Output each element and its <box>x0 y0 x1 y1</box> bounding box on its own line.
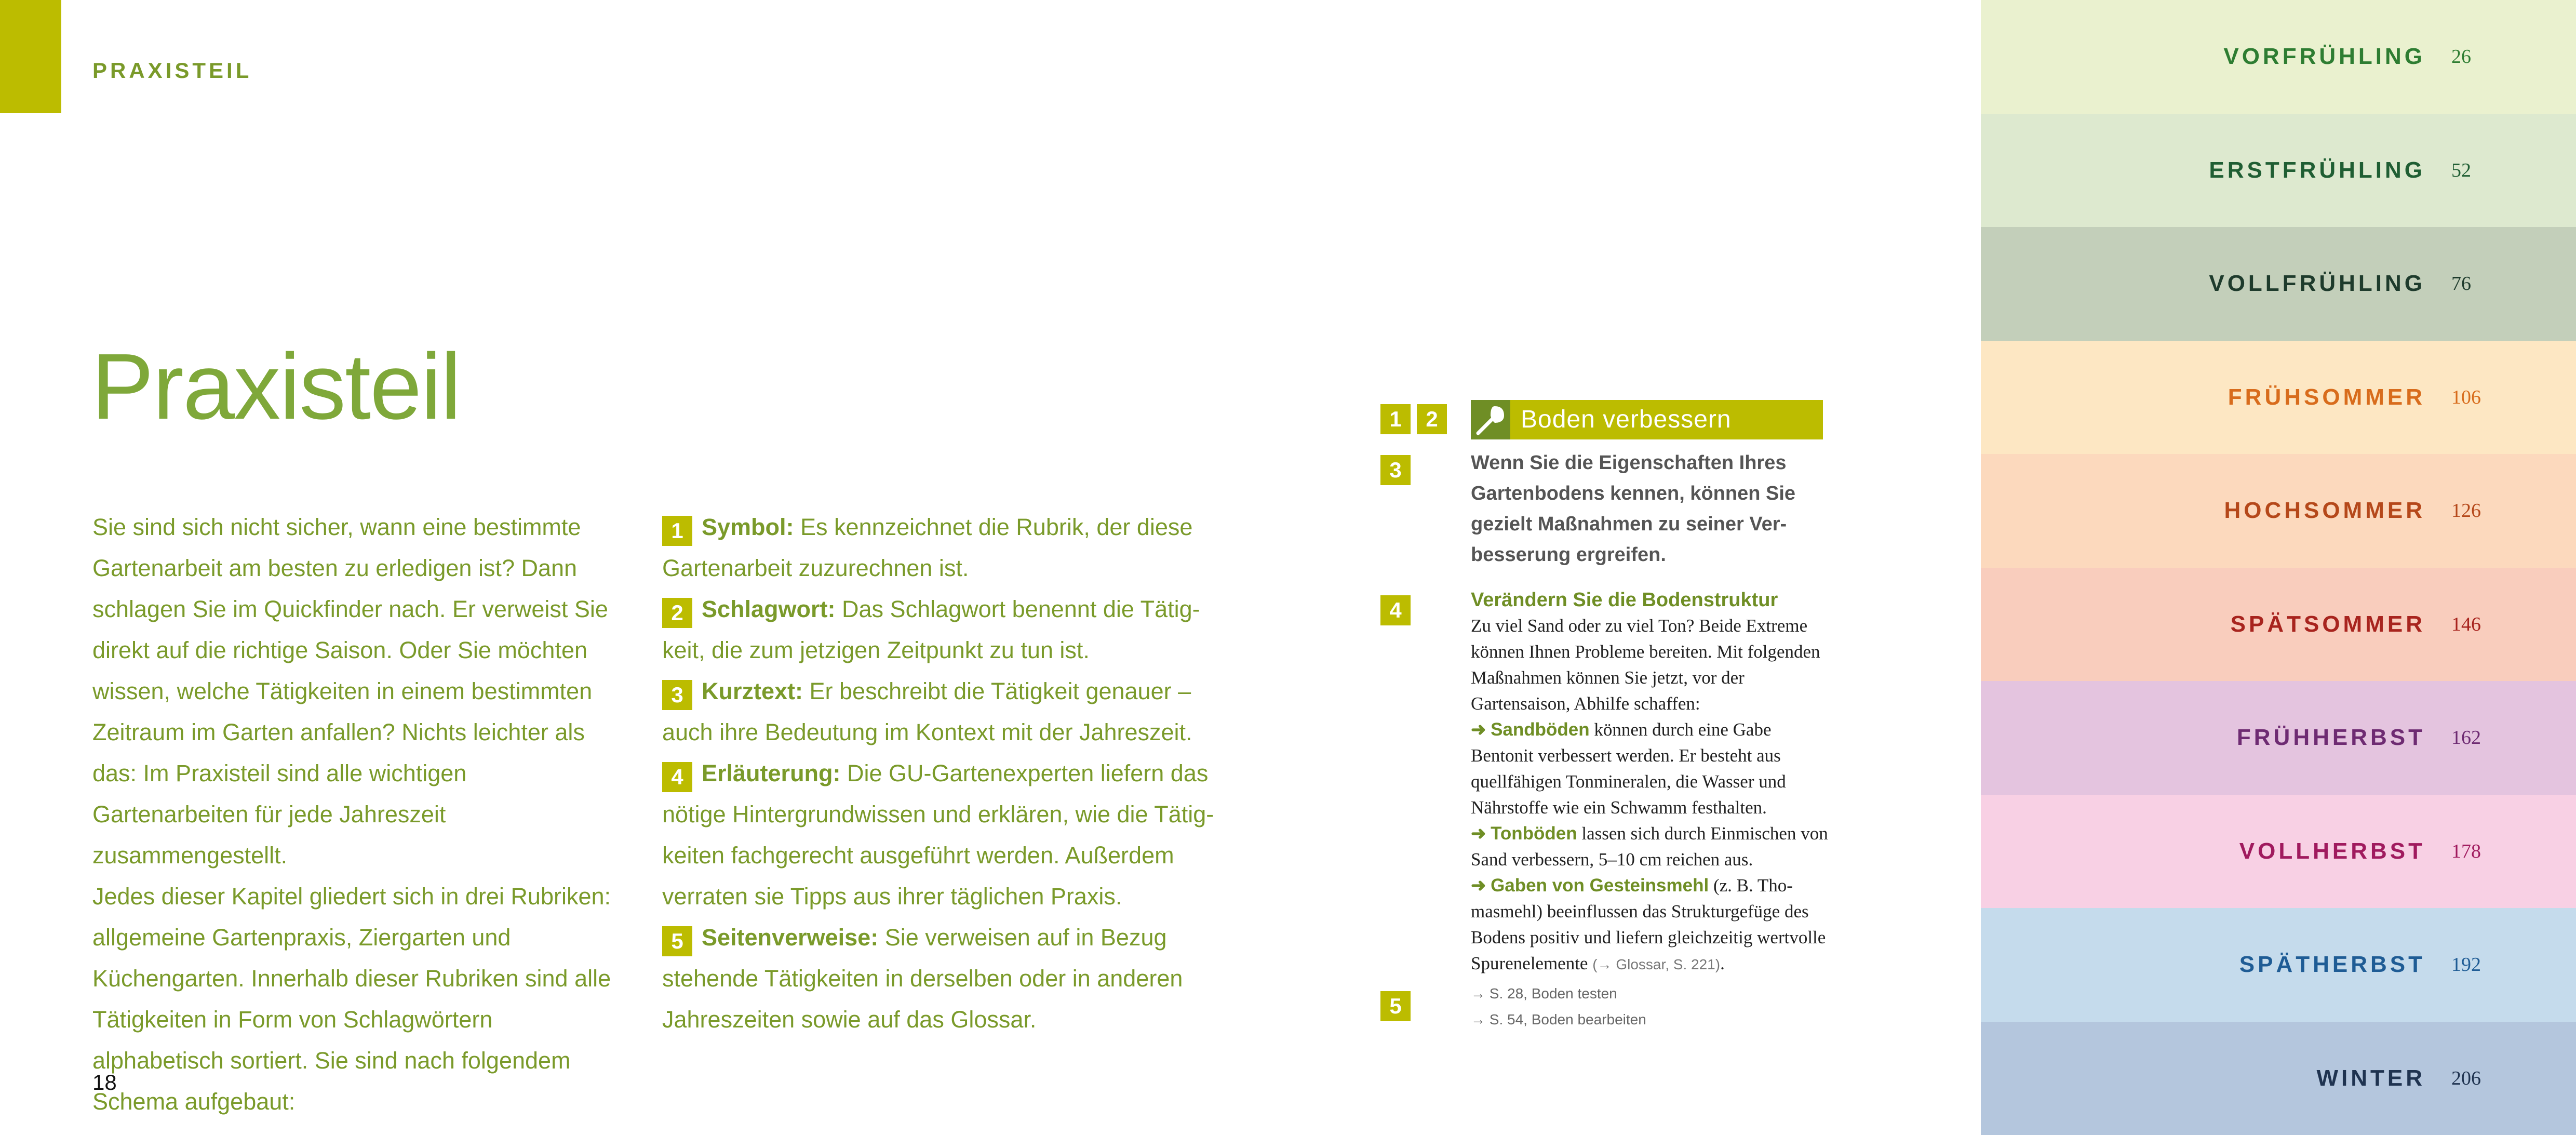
legend-text: Gartenarbeit zuzurechnen ist. <box>662 555 969 581</box>
legend-text: keit, die zum jetzigen Zeitpunkt zu tun ist. <box>662 637 1090 663</box>
season-tab-label: VORFRÜHLING <box>2223 44 2425 69</box>
season-tab-label: VOLLFRÜHLING <box>2209 271 2425 296</box>
legend-term: Kurztext: <box>702 678 803 704</box>
example-item-term: Sandböden <box>1491 719 1590 740</box>
legend-number-badge: 4 <box>662 762 692 792</box>
legend-line <box>662 712 1223 753</box>
example-marker: 3 <box>1380 455 1411 485</box>
season-tab[interactable] <box>1981 454 2576 568</box>
season-tab-label: FRÜHHERBST <box>2236 725 2425 750</box>
season-tab-label: VOLLHERBST <box>2239 838 2425 864</box>
intro-paragraph: Jedes dieser Kapitel gliedert sich in drei Rubriken: allgemeine Gartenpraxis, Ziergarten und Küchengarten. Innerhalb dieser Rubriken sind alle Tätigkeiten in Form von Schlagwörtern alphabetisch sortiert. Sie sind nach folgendem Schema aufgebaut: <box>92 883 611 1115</box>
example-item-end: . <box>1720 953 1725 973</box>
example-item-text: lassen sich durch Einmischen von Sand verbessern, 5–10 cm reichen aus. <box>1471 823 1828 870</box>
legend-term: Symbol: <box>702 514 794 540</box>
season-tab[interactable] <box>1981 341 2576 455</box>
season-tab[interactable] <box>1981 0 2576 114</box>
season-tab-page: 26 <box>2451 46 2471 68</box>
example-references <box>1471 981 1646 1033</box>
season-tab[interactable] <box>1981 681 2576 795</box>
season-tab-page: 162 <box>2451 727 2481 749</box>
intro-text <box>92 506 627 1122</box>
legend-text: Die GU-Gartenexperten liefern das <box>840 760 1209 786</box>
season-tab-index <box>1981 0 2576 1135</box>
example-lead-text: Wenn Sie die Eigenschaften Ihres Gartenbodens kennen, können Sie gezielt Maßnahmen zu seiner Verbesserung ergreifen. <box>1471 452 1796 566</box>
season-tab-page: 126 <box>2451 500 2481 522</box>
page-reference-link[interactable]: → S. 28, Boden testen <box>1471 985 1617 1002</box>
page-number: 18 <box>92 1070 117 1094</box>
season-tab[interactable] <box>1981 114 2576 228</box>
example-item-text: (z. B. Thomasmehl) beeinflussen das Strukturgefüge des Bodens positiv und liefern gleichzeitig wertvolle Spurenelemente <box>1471 875 1826 973</box>
legend-line <box>662 999 1223 1040</box>
legend-text: verraten sie Tipps aus ihrer täglichen Praxis. <box>662 883 1122 910</box>
season-tab[interactable] <box>1981 1022 2576 1135</box>
arrow-icon: ➜ <box>1471 823 1486 844</box>
arrow-icon: ➜ <box>1471 719 1486 740</box>
season-tab-page: 206 <box>2451 1067 2481 1089</box>
corner-color-block <box>0 0 61 113</box>
glossary-reference: (→ Glossar, S. 221) <box>1592 956 1721 972</box>
legend-text: Es kennzeichnet die Rubrik, der diese <box>794 514 1193 540</box>
legend-line <box>662 753 1223 794</box>
example-item <box>1471 821 1829 873</box>
season-tab-label: WINTER <box>2316 1065 2425 1091</box>
example-marker: 5 <box>1380 991 1411 1021</box>
season-tab[interactable] <box>1981 568 2576 682</box>
legend-line <box>662 548 1223 589</box>
legend-line <box>662 917 1223 958</box>
season-tab-page: 76 <box>2451 273 2471 295</box>
legend-line <box>662 876 1223 917</box>
legend-text: Sie verweisen auf in Bezug <box>878 924 1167 951</box>
legend-list <box>662 506 1223 1040</box>
season-tab-page: 146 <box>2451 613 2481 635</box>
season-tab-page: 52 <box>2451 159 2471 181</box>
season-tab-label: FRÜHSOMMER <box>2228 384 2425 410</box>
legend-text: keiten fachgerecht ausgeführt werden. Außerdem <box>662 842 1174 869</box>
example-marker: 1 <box>1380 404 1411 434</box>
legend-number-badge: 1 <box>662 516 692 546</box>
page-title: Praxisteil <box>91 335 461 439</box>
legend-line <box>662 589 1223 630</box>
legend-number-badge: 5 <box>662 926 692 956</box>
example-item-term: Tonböden <box>1491 823 1577 844</box>
intro-paragraph: Sie sind sich nicht sicher, wann eine bestimmte Gartenarbeit am besten zu erledigen ist? Dann schlagen Sie im Quickfinder nach. Er verweist Sie direkt auf die richtige Saison. Oder Sie möchten wissen, welche Tätigkeiten in einem bestimmten Zeitraum im Garten anfallen? Nichts leichter als das: Im Praxisteil sind alle wichtigen Gartenarbeiten für jede Jahreszeit zusammengestellt. <box>92 514 608 869</box>
legend-text: Jahreszeiten sowie auf das Glossar. <box>662 1006 1037 1033</box>
example-body-intro: Zu viel Sand oder zu viel Ton? Beide Extreme können Ihnen Probleme bereiten. Mit folgenden Maßnahmen können Sie jetzt, vor der Gartensaison, Abhilfe schaffen: <box>1471 616 1820 714</box>
legend-line <box>662 671 1223 712</box>
legend-number-badge: 3 <box>662 680 692 710</box>
legend-text: stehende Tätigkeiten in derselben oder in anderen <box>662 965 1183 992</box>
legend-term: Erläuterung: <box>702 760 841 786</box>
legend-number-badge: 2 <box>662 598 692 628</box>
example-marker: 4 <box>1380 595 1411 625</box>
example-header <box>1471 400 1823 439</box>
legend-term: Schlagwort: <box>702 596 836 622</box>
legend-text: Das Schlagwort benennt die Tätig- <box>835 596 1200 622</box>
page-reference-link[interactable]: → S. 54, Boden bearbeiten <box>1471 1011 1646 1027</box>
example-title: Boden verbessern <box>1521 406 1732 433</box>
legend-line <box>662 958 1223 999</box>
legend-line <box>662 835 1223 876</box>
legend-text: auch ihre Bedeutung im Kontext mit der Jahreszeit. <box>662 719 1192 745</box>
running-head: PRAXISTEIL <box>92 58 252 83</box>
legend-line <box>662 794 1223 835</box>
legend-term: Seitenverweise: <box>702 924 879 951</box>
example-marker: 2 <box>1417 404 1447 434</box>
season-tab[interactable] <box>1981 908 2576 1022</box>
example-item-term: Gaben von Gesteinsmehl <box>1491 875 1709 896</box>
season-tab-label: SPÄTHERBST <box>2239 952 2425 977</box>
season-tab-label: ERSTFRÜHLING <box>2209 157 2425 183</box>
example-body <box>1471 587 1829 978</box>
example-item-text: können durch eine Gabe Bentonit verbessert werden. Er besteht aus quellfähigen Tonmineralen, die Wasser und Nährstoffe wie ein Schwamm festhalten. <box>1471 719 1786 818</box>
legend-line <box>662 630 1223 671</box>
season-tab[interactable] <box>1981 227 2576 341</box>
trowel-icon <box>1471 400 1510 439</box>
example-item <box>1471 873 1829 978</box>
arrow-icon: ➜ <box>1471 875 1486 896</box>
example-subhead: Verändern Sie die Bodenstruktur <box>1471 589 1778 611</box>
season-tab-page: 192 <box>2451 954 2481 976</box>
legend-text: nötige Hintergrundwissen und erklären, wie die Tätig- <box>662 801 1214 827</box>
season-tab-label: HOCHSOMMER <box>2224 498 2425 523</box>
legend-text: Er beschreibt die Tätigkeit genauer – <box>803 678 1191 704</box>
example-item <box>1471 717 1829 821</box>
season-tab-page: 178 <box>2451 840 2481 862</box>
season-tab-page: 106 <box>2451 386 2481 408</box>
season-tab-label: SPÄTSOMMER <box>2230 611 2425 637</box>
legend-line <box>662 506 1223 548</box>
season-tab[interactable] <box>1981 795 2576 909</box>
